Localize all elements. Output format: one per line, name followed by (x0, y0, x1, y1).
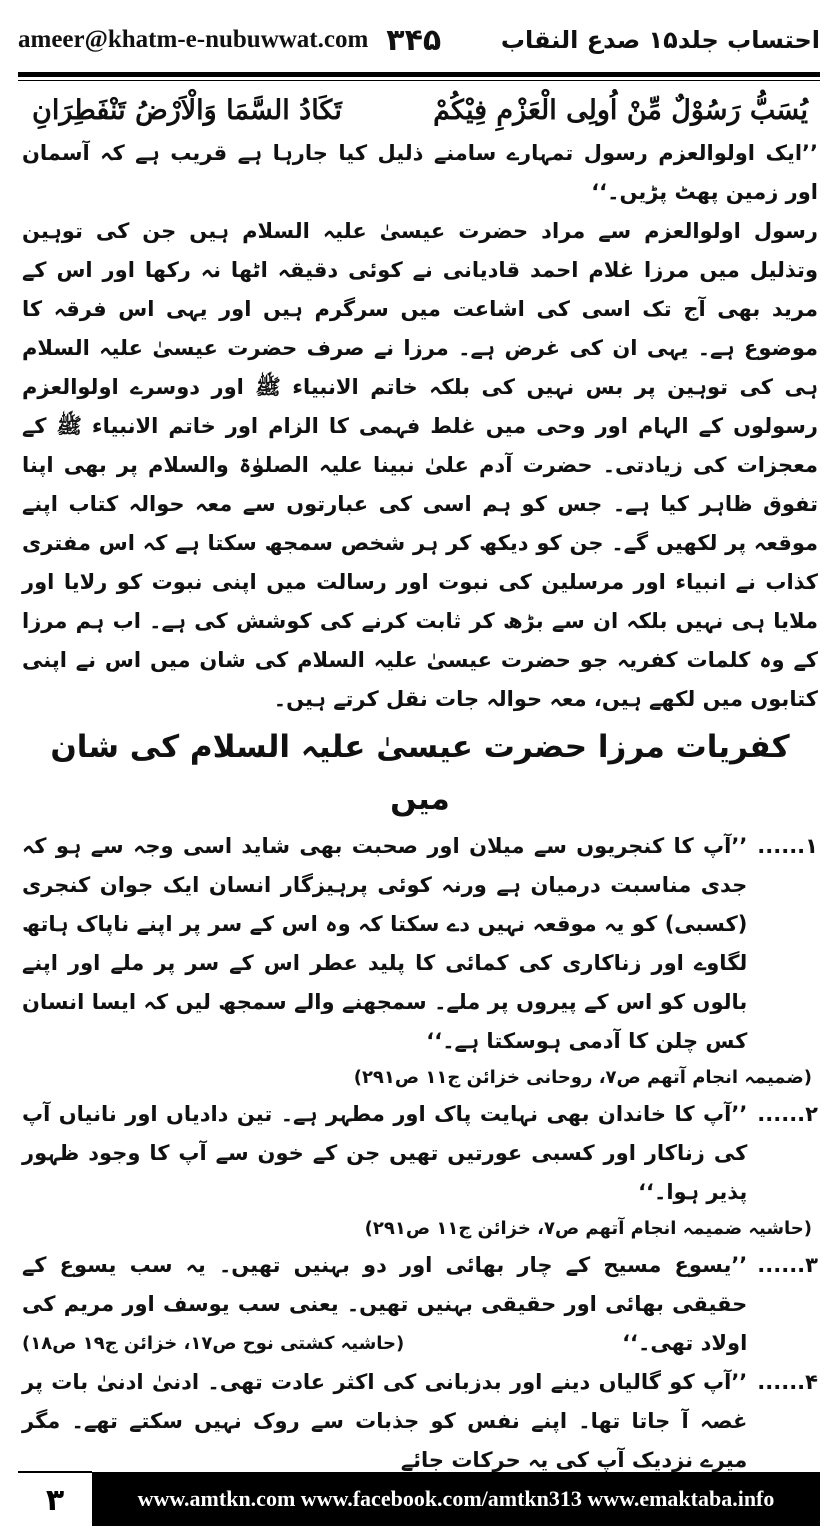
sheet-number: ۳ (18, 1471, 92, 1527)
header-left (18, 23, 441, 58)
item-text: ’’آپ کا کنجریوں سے میلان اور صحبت بھی شاید اسی وجہ سے ہو کہ جدی مناسبت درمیان ہے ورنہ کوئی پرہیزگار انسان ایک جوان کنجری (کسبی) کو یہ موقعہ نہیں دے سکتا کہ وہ اس کے سر پر اپنے ناپاک ہاتھ لگاوے اور زناکاری کی کمائی کا پلید عطر اس کے سر پر ملے اور اپنے بالوں کو اس کے پیروں پر ملے۔ سمجھنے والے سمجھ لیں کہ ایسا انسان کس چلن کا آدمی ہوسکتا ہے۔‘‘ (22, 834, 748, 1053)
header-email[interactable]: ameer@khatm-e-nubuwwat.com (18, 26, 369, 53)
item-text: ’’آپ کو گالیاں دینے اور بدزبانی کی اکثر عادت تھی۔ ادنیٰ ادنیٰ بات پر غصہ آ جاتا تھا۔ اپنے نفس کو جذبات سے روک نہیں سکتے تھے۔ مگر میرے نزدیک آپ کی یہ حرکات جائے (22, 1370, 748, 1472)
header-rule-thin (18, 80, 820, 81)
arabic-verse (22, 88, 818, 134)
verse-left: تَكَادُ السَّمَا وَالْاَرْضُ تَنْفَطِرَانِ (32, 95, 342, 126)
page-footer (18, 1472, 820, 1526)
item-reference: (حاشیہ ضمیمہ انجام آتھم ص۷، خزائن ج۱۱ ص۲۹۱) (364, 1218, 812, 1239)
item-number: ۴...... (757, 1370, 818, 1394)
verse-translation: ’’ایک اولوالعزم رسول تمہارے سامنے ذلیل کیا جارہا ہے قریب ہے کہ آسمان اور زمین پھٹ پڑیں۔‘‘ (22, 141, 818, 204)
footer-links[interactable]: www.amtkn.com www.facebook.com/amtkn313 www.emaktaba.info (137, 1486, 775, 1511)
list-item-4 (22, 1363, 818, 1480)
list-item-3 (22, 1246, 818, 1363)
header-rule-thick (18, 72, 820, 77)
item-number: ۲...... (757, 1102, 818, 1126)
page-number: ۳۴۵ (386, 22, 442, 58)
body-paragraph: رسول اولوالعزم سے مراد حضرت عیسیٰ علیہ السلام ہیں جن کی توہین وتذلیل میں مرزا غلام احمد قادیانی نے کوئی دقیقہ اٹھا نہ رکھا اور اس کے مرید بھی آج تک اسی کی اشاعت میں سرگرم ہیں اور یہی اس فرقہ کا موضوع ہے۔ یہی ان کی غرض ہے۔ مرزا نے صرف حضرت عیسیٰ علیہ السلام ہی کی توہین پر بس نہیں کی بلکہ خاتم الانبیاء ﷺ اور دوسرے اولوالعزم رسولوں کے الہام اور وحی میں غلط فہمی کا الزام اور خاتم الانبیاء ﷺ کے معجزات کی زیادتی۔ حضرت آدم علیٰ نبینا علیہ الصلوٰۃ والسلام پر بھی اپنا تفوق ظاہر کیا ہے۔ جس کو ہم اسی کی عبارتوں سے معہ حوالہ کتاب اپنے موقعہ پر لکھیں گے۔ جن کو دیکھ کر ہر شخص سمجھ سکتا ہے کہ اس مفتری کذاب نے انبیاء اور مرسلین کی نبوت اور رسالت میں اپنی نبوت کو رلایا اور ملایا ہی نہیں بلکہ ان سے بڑھ کر ثابت کرنے کی کوشش کی ہے۔ اب ہم مرزا کے وہ کلمات کفریہ جو حضرت عیسیٰ علیہ السلام کی شان میں اس نے اپنی کتابوں میں لکھے ہیں، معہ حوالہ جات نقل کرتے ہیں۔ (22, 219, 818, 711)
item-number: ۱...... (757, 834, 818, 858)
item-text (22, 1246, 747, 1363)
list-item-1 (22, 827, 818, 1061)
item-text: ’’آپ کا خاندان بھی نہایت پاک اور مطہر ہے۔ تین دادیاں اور نانیاں آپ کی زناکار اور کسبی عورتیں تھیں جن کے خون سے آپ کا وجود ظہور پذیر ہوا۔‘‘ (22, 1102, 748, 1204)
page-header (18, 10, 820, 70)
item-body: ’’یسوع مسیح کے چار بھائی اور دو بہنیں تھیں۔ یہ سب یسوع کے حقیقی بھائی اور حقیقی بہنیں تھیں۔ یعنی سب یوسف اور مریم کی اولاد تھی۔‘‘ (22, 1253, 748, 1355)
item-reference: (حاشیہ کشتی نوح ص۱۷، خزائن ج۱۹ ص۱۸) (22, 1333, 405, 1354)
book-title: احتساب جلد۱۵ صدع النقاب (500, 26, 820, 54)
item-reference: (ضمیمہ انجام آتھم ص۷، روحانی خزائن ج۱۱ ص۲۹۱) (353, 1067, 812, 1088)
section-heading: کفریات مرزا حضرت عیسیٰ علیہ السلام کی شان میں (50, 729, 790, 817)
verse-right: يُسَبُّ رَسُوْلٌ مِّنْ اُولِى الْعَزْمِ فِيْكُمْ (433, 95, 808, 126)
list-item-2 (22, 1095, 818, 1212)
item-number: ۳...... (757, 1253, 818, 1277)
page-content (22, 88, 818, 1472)
